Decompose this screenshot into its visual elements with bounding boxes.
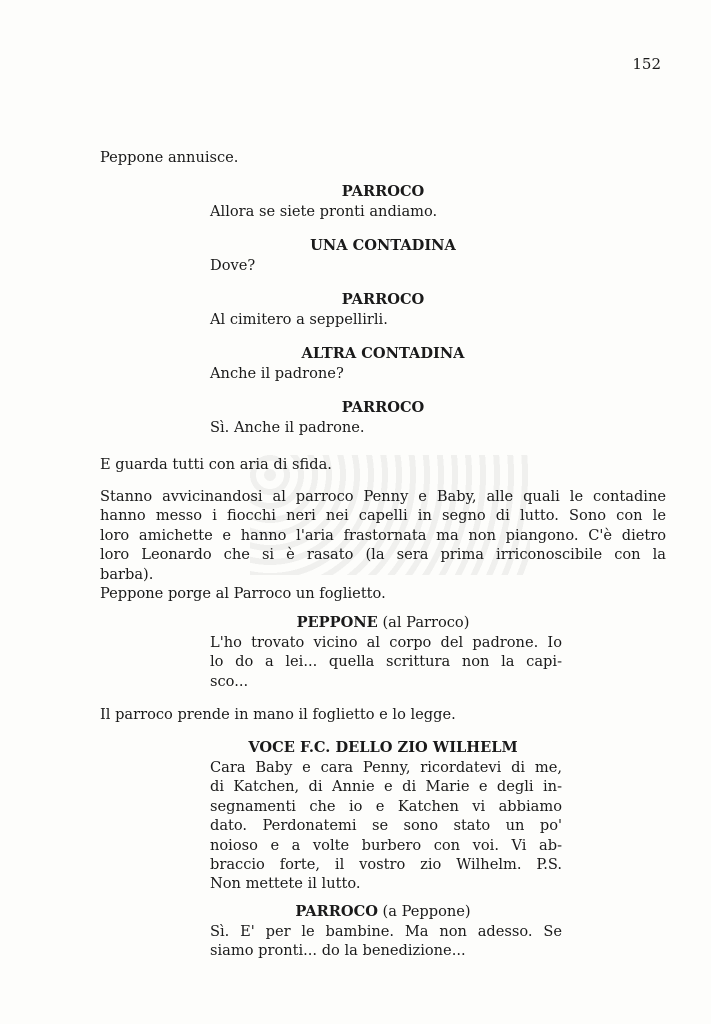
action-line: E guarda tutti con aria di sfida. (100, 456, 332, 473)
text-line: segnamenti che io e Katchen vi abbiamo (210, 797, 562, 815)
character-name-text: UNA CONTADINA (310, 237, 456, 254)
dialogue (210, 633, 562, 691)
dialogue (210, 922, 562, 961)
text-line: dato. Perdonatemi se sono stato un po' (210, 817, 562, 835)
text-line: lo do a lei... quella scrittura non la capi- (210, 653, 562, 671)
character-name (210, 902, 556, 921)
character-name (210, 182, 556, 201)
character-name-text: ALTRA CONTADINA (301, 345, 465, 362)
character-name-text: PARROCO (341, 291, 425, 308)
text-line: hanno messo i fiocchi neri nei capelli in segno di lutto. Sono con le (100, 507, 666, 525)
parenthetical: (al Parroco) (377, 614, 470, 631)
action-line: Il parroco prende in mano il foglietto e lo legge. (100, 706, 456, 723)
text-line: Sì. E' per le bambine. Ma non adesso. Se (210, 923, 562, 940)
text-line: Stanno avvicinandosi al parroco Penny e Baby, alle quali le contadine (100, 488, 666, 505)
character-name (210, 738, 556, 757)
text-line: barba). (100, 565, 154, 583)
text-line: braccio forte, il vostro zio Wilhelm. P.S. (210, 856, 562, 874)
text-line: Cara Baby e cara Penny, ricordatevi di me, (210, 759, 562, 776)
text-line: L'ho trovato vicino al corpo del padrone. Io (210, 634, 562, 651)
action-paragraph (100, 487, 666, 603)
text-line: loro Leonardo che si è rasato (la sera prima irriconoscibile con la (100, 546, 666, 564)
character-name (210, 236, 556, 255)
character-name-text: PEPPONE (296, 614, 378, 631)
character-name (210, 613, 556, 632)
character-name (210, 344, 556, 363)
text-line: noioso e a volte burbero con voi. Vi ab- (210, 836, 562, 854)
text-line: Peppone porge al Parroco un foglietto. (100, 585, 386, 603)
character-name (210, 290, 556, 309)
text-line: di Katchen, di Annie e di Marie e degli in- (210, 778, 562, 796)
dialogue: Sì. Anche il padrone. (210, 419, 365, 436)
character-name (210, 398, 556, 417)
dialogue (210, 758, 562, 894)
dialogue: Allora se siete pronti andiamo. (210, 203, 438, 220)
dialogue: Anche il padrone? (210, 365, 344, 382)
parenthetical: (a Peppone) (377, 903, 471, 920)
text-line: Non mettete il lutto. (210, 875, 361, 893)
character-name-text: PARROCO (341, 183, 425, 200)
dialogue: Al cimitero a seppellirli. (210, 311, 388, 328)
character-name-text: VOCE F.C. DELLO ZIO WILHELM (248, 739, 518, 756)
text-line: loro amichette e hanno l'aria frastornata ma non piangono. C'è dietro (100, 526, 666, 544)
text-line: sco... (210, 672, 249, 690)
character-name-text: PARROCO (295, 903, 378, 920)
dialogue: Dove? (210, 257, 256, 274)
text-line: siamo pronti... do la benedizione... (210, 942, 466, 960)
page-number: 152 (632, 55, 661, 73)
action-line: Peppone annuisce. (100, 149, 239, 166)
character-name-text: PARROCO (341, 399, 425, 416)
